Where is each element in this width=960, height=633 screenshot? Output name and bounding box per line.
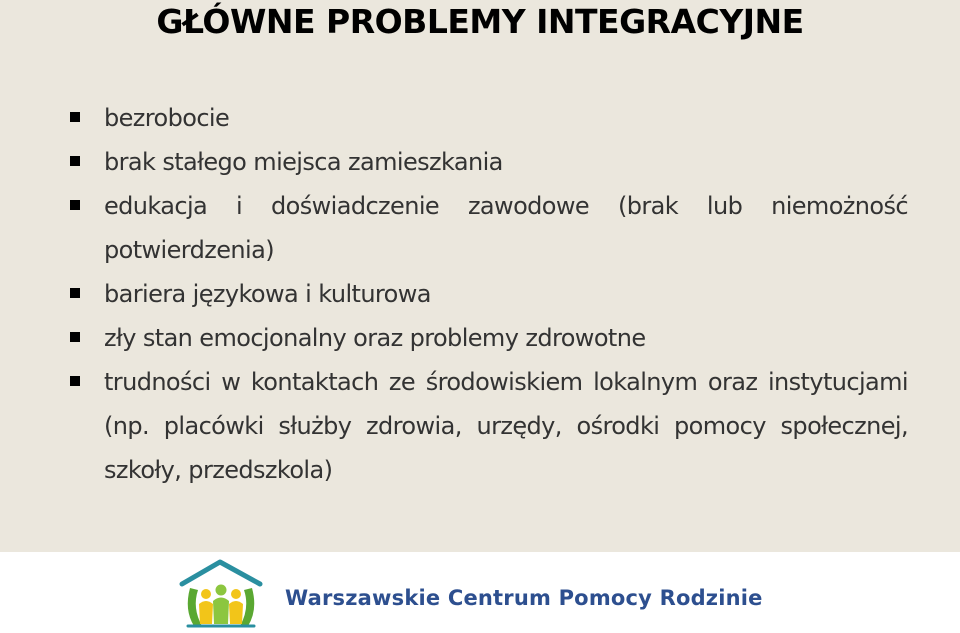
square-bullet-icon [70, 376, 80, 386]
square-bullet-icon [70, 112, 80, 122]
footer-bar [0, 552, 960, 633]
list-item-text: brak stałego miejsca zamieszkania [104, 148, 503, 176]
list-item-text: trudności w kontaktach ze środowiskiem lokalnym oraz instytucjami (np. placówki służby zdrowia, urzędy, ośrodki pomocy społecznej, szkoły, przedszkola) [104, 368, 908, 484]
list-item-text: bariera językowa i kulturowa [104, 280, 431, 308]
problem-list [64, 96, 908, 492]
list-item [64, 184, 908, 272]
square-bullet-icon [70, 200, 80, 210]
square-bullet-icon [70, 156, 80, 166]
list-item [64, 96, 908, 140]
house-family-logo-icon [176, 558, 266, 630]
organization-name: Warszawskie Centrum Pomocy Rodzinie [285, 586, 763, 610]
list-item [64, 316, 908, 360]
list-item [64, 272, 908, 316]
slide-title: GŁÓWNE PROBLEMY INTEGRACYJNE [156, 2, 804, 41]
list-item [64, 360, 908, 492]
list-item-text: zły stan emocjonalny oraz problemy zdrowotne [104, 324, 646, 352]
list-item-text: bezrobocie [104, 104, 230, 132]
list-item-text: edukacja i doświadczenie zawodowe (brak lub niemożność potwierdzenia) [104, 192, 908, 264]
list-item [64, 140, 908, 184]
square-bullet-icon [70, 288, 80, 298]
square-bullet-icon [70, 332, 80, 342]
